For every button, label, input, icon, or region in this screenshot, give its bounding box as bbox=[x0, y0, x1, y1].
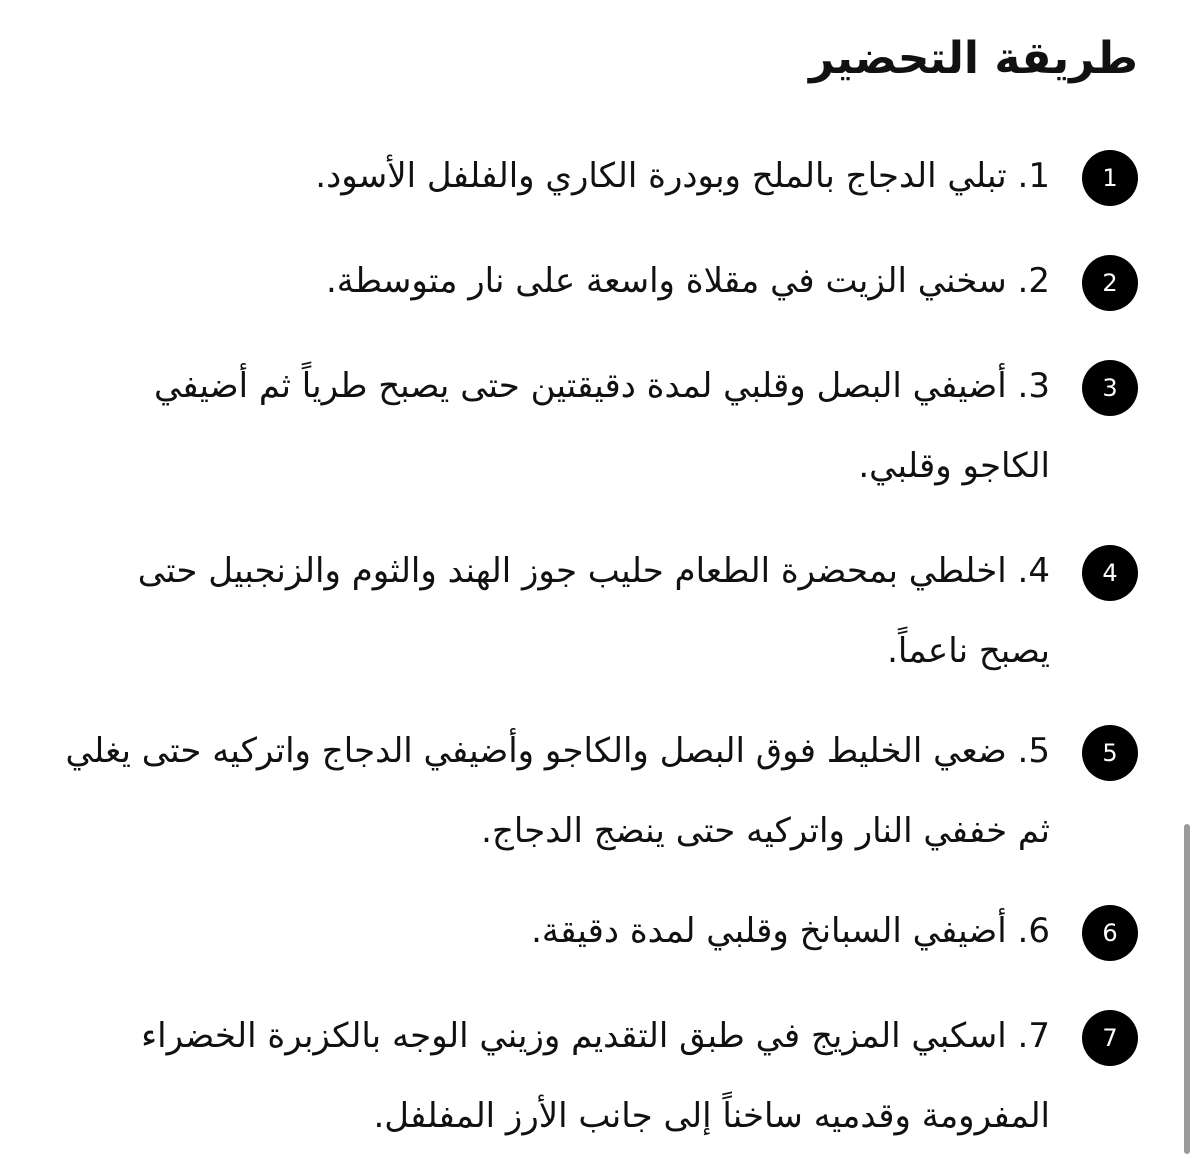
step-description: سخني الزيت في مقلاة واسعة على نار متوسطة. bbox=[325, 261, 1007, 301]
step-number-badge: 3 bbox=[1082, 360, 1138, 416]
step-text bbox=[60, 136, 1050, 216]
step-description: اسكبي المزيج في طبق التقديم وزيني الوجه بالكزبرة الخضراء المفرومة وقدميه ساخناً إلى جانب الأرز المفلفل. bbox=[141, 1016, 1050, 1136]
step-text bbox=[60, 891, 1050, 971]
step-description: تبلي الدجاج بالملح وبودرة الكاري والفلفل الأسود. bbox=[315, 156, 1007, 196]
step-number: 5. bbox=[1017, 731, 1050, 771]
step-number: 7. bbox=[1017, 1016, 1050, 1056]
step-text bbox=[60, 531, 1050, 691]
step-number-badge: 4 bbox=[1082, 545, 1138, 601]
step-number-badge: 6 bbox=[1082, 905, 1138, 961]
step-text bbox=[60, 711, 1050, 871]
step-number: 2. bbox=[1017, 261, 1050, 301]
step-item bbox=[58, 535, 1138, 691]
step-item bbox=[58, 715, 1138, 871]
vertical-scrollbar[interactable] bbox=[1184, 824, 1190, 1154]
step-number: 6. bbox=[1017, 911, 1050, 951]
step-description: أضيفي البصل وقلبي لمدة دقيقتين حتى يصبح طرياً ثم أضيفي الكاجو وقلبي. bbox=[153, 366, 1050, 486]
step-item bbox=[58, 895, 1138, 971]
step-number-badge: 7 bbox=[1082, 1010, 1138, 1066]
step-description: اخلطي بمحضرة الطعام حليب جوز الهند والثوم والزنجبيل حتى يصبح ناعماً. bbox=[137, 551, 1050, 671]
step-number: 4. bbox=[1017, 551, 1050, 591]
step-item bbox=[58, 350, 1138, 506]
step-number: 1. bbox=[1017, 156, 1050, 196]
step-text bbox=[60, 996, 1050, 1156]
step-number-badge: 5 bbox=[1082, 725, 1138, 781]
step-text bbox=[60, 346, 1050, 506]
step-number: 3. bbox=[1017, 366, 1050, 406]
step-text bbox=[60, 241, 1050, 321]
step-item bbox=[58, 1000, 1138, 1156]
section-title: طريقة التحضير bbox=[809, 33, 1138, 84]
step-description: أضيفي السبانخ وقلبي لمدة دقيقة. bbox=[531, 911, 1007, 951]
step-item bbox=[58, 140, 1138, 216]
step-description: ضعي الخليط فوق البصل والكاجو وأضيفي الدجاج واتركيه حتى يغلي ثم خففي النار واتركيه حتى ينضج الدجاج. bbox=[65, 731, 1050, 851]
step-item bbox=[58, 245, 1138, 321]
step-number-badge: 1 bbox=[1082, 150, 1138, 206]
step-number-badge: 2 bbox=[1082, 255, 1138, 311]
